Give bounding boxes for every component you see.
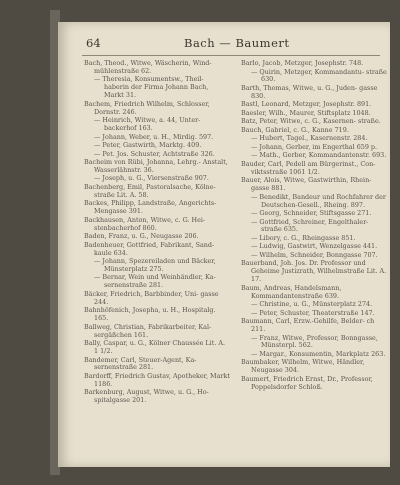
directory-entry: Badenheuer, Gottfried, Fabrikant, Sand- kaule 634. (84, 240, 215, 257)
directory-entry: Bauder, Carl, Pedell am Bürgerinst., Con- viktsstraße 1061 1/2. (241, 159, 376, 176)
directory-entry: Backhausen, Anton, Witwe, c. G. Hei- stenbacherhof 860. (84, 215, 206, 232)
directory-entry: — Joseph, u. G., Viersenstraße 907. (94, 174, 209, 183)
directory-entry: Baumann, Carl, Erzw.-Gehilfe, Belder- ch 211. (241, 317, 375, 334)
directory-entry: Bauerband, Joh. Jos. Dr. Professor und Geheime Justizrath, Wilhelmstraße Lit. A. 17. (241, 259, 387, 284)
directory-entry: Bally, Caspar, u. G., Kölner Chaussée Lit. A. 1 1/2. (84, 339, 225, 355)
directory-entry: — Gottfried, Schreiner, Engelthaler- straße 635. (251, 217, 369, 234)
running-head: Bach — Baumert (184, 36, 290, 50)
directory-entry: Bachem, Friedrich Wilhelm, Schlosser, Dornstr. 246. (84, 99, 210, 116)
directory-entry: Bäcker, Friedrich, Barbbinder, Uni- gasse 244. (84, 289, 219, 306)
directory-entry: — Pet. Jos. Schuster, Achtstraße 326. (94, 149, 215, 158)
directory-entry: Baesler, Wilh., Maurer, Stiftsplatz 1048. (241, 108, 371, 117)
directory-entry: — Johann, Gerber, im Engerthal 659 p. (251, 142, 378, 151)
directory-entry: Batz, Peter, Witwe, c. G., Kasernen- straße. (241, 117, 381, 126)
directory-entry: Bahnhöfenich, Josepha, u. H., Hospitalg. 165. (84, 306, 216, 323)
book-page (58, 22, 390, 467)
directory-entry: Baumert, Friedrich Ernst, Dr., Professor, Poppelsdorfer Schloß. (241, 374, 373, 391)
directory-entry: Bardorff, Friedrich Gustav, Apotheker, Markt 1186. (84, 371, 230, 388)
directory-entry: — Benedikt, Bandeur und Rochfahrer der Deutschen-Gesell., Rheing. 897. (251, 192, 386, 209)
directory-entry: — Georg, Schneider, Stiftsgasse 271. (251, 209, 372, 218)
directory-entry: Baum, Andreas, Handelsmann, Kommandantenstraße 639. (241, 283, 342, 300)
directory-entry: Barlo, Jacob, Metzger, Josephstr. 748. (241, 59, 364, 67)
directory-entry: Baumbaker, Wilhelm, Witwe, Händler, Neugasse 304. (241, 358, 365, 375)
directory-entry: — Franz, Witwe, Professor, Bonngasse, Münsterpl. 562. (251, 333, 378, 350)
directory-entry: — Quirin, Metzger, Kommandantu- straße 630. (251, 67, 387, 84)
directory-entry: — Heinrich, Witwe, a. 44, Unter- backerhof 163. (94, 116, 201, 133)
page-number: 64 (86, 36, 101, 50)
directory-entry: — Libory, c. G., Rheingasse 851. (251, 233, 356, 242)
directory-entry: Bastl, Leonard, Metzger, Josephstr. 891. (241, 100, 372, 109)
directory-entry: — Margar., Konsumentin, Markplatz 263. (251, 349, 386, 358)
header-rule (82, 55, 380, 56)
directory-entry: Bachenberg, Emil, Pastoralsache, Kölne- straße Lit. A. 58. (84, 182, 216, 199)
directory-entry: — Ludwig, Gastwirt, Wenzelgasse 441. (251, 242, 378, 251)
page-header (86, 36, 378, 54)
directory-entry: Bach, Theod., Witwe, Wäscherin, Wind- mühlenstraße 62. (84, 59, 212, 75)
right-column (241, 60, 387, 392)
directory-entry: Bacheim von Rübi, Johanna, Lehrg.- Anstalt, Wasserlähnstr. 36. (84, 158, 228, 174)
directory-entry: Bauer, Alois, Witwe, Gastwirthin, Rhein- gasse 881. (241, 176, 372, 193)
directory-entry: — Math., Gerber, Kommandantenstr. 693. (251, 151, 387, 160)
directory-entry: — Peter, Schuster, Theaterstraße 147. (251, 308, 375, 317)
directory-entry: — Johann, Spezereiladen und Bäcker, Münsterplatz 275. (94, 257, 216, 273)
directory-entry: Barkenburg, August, Witwe, u. G., Ho- spitalgasse 201. (84, 388, 209, 405)
directory-entry: Bandemer, Carl, Steuer-Agent, Ka- sernenstraße 281. (84, 355, 197, 372)
directory-entry: Bauch, Gabriel, c. G., Kanne 719. (241, 125, 349, 134)
directory-entry: — Christine, u. G., Münsterplatz 274. (251, 300, 373, 309)
left-column (84, 60, 230, 406)
directory-entry: Backes, Philipp, Landstraße, Angerichts- Mengasse 391. (84, 199, 217, 216)
directory-entry: — Theresia, Konsumentsw., Theil- haberin der Firma Johann Bach, Markt 31. (94, 75, 209, 100)
directory-entry: — Bernar, Wein und Weinhändler, Ka- sernenstraße 281. (94, 273, 216, 290)
directory-entry: Baden, Franz, u. G., Neugasse 206. (84, 232, 199, 241)
directory-entry: — Hubert, Tagel., Kasernenstr. 284. (251, 134, 368, 143)
directory-entry: Ballweg, Christian, Fabrikarbeiter, Kal- sergäßchen 161. (84, 322, 212, 339)
directory-entry: Barth, Thomas, Witwe, u. G., Juden- gasse 830. (241, 83, 378, 100)
directory-entry: — Johann, Weber, u. H., Mirdig. 597. (94, 132, 214, 141)
directory-entry: — Wilhelm, Schneider, Bonngasse 707. (251, 250, 378, 259)
directory-entry: — Peter, Gastwirth, Marktg. 409. (94, 141, 202, 150)
